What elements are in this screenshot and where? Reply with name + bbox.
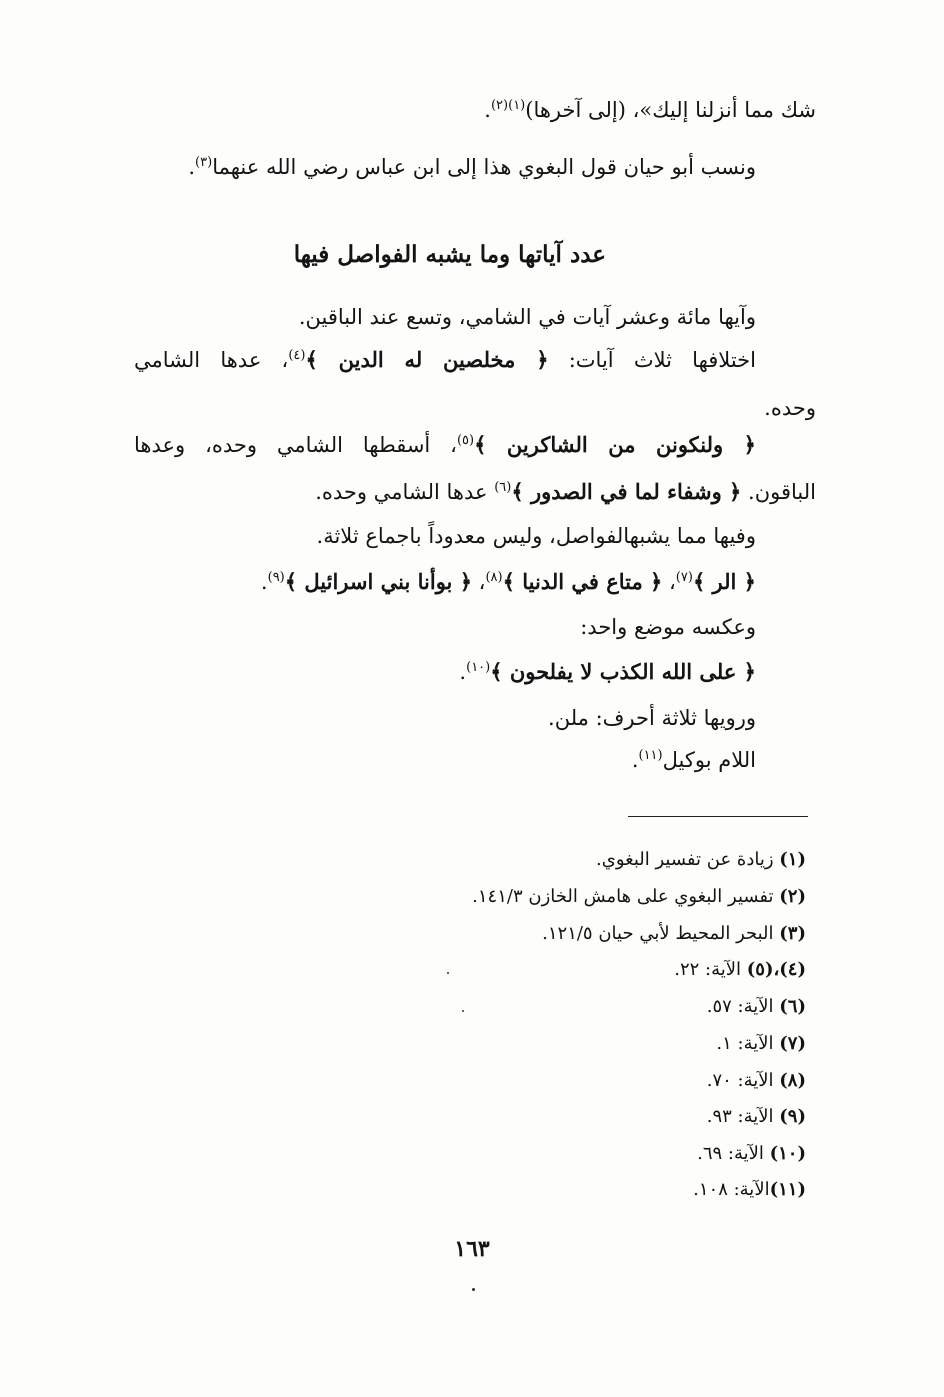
print-speck xyxy=(447,972,449,974)
line-end: . xyxy=(631,748,639,772)
line-end: . xyxy=(459,660,467,684)
footnote-number: (٦) xyxy=(779,996,806,1017)
footnote xyxy=(596,847,806,873)
line-text: ، عدها الشامي xyxy=(134,348,289,372)
footnote-ref: (٨) xyxy=(485,570,503,585)
footnote xyxy=(697,1141,806,1167)
footnote-number: (١١) xyxy=(769,1179,806,1200)
footnote-ref: (٥) xyxy=(456,433,475,448)
quran-quote: ﴿ الر ﴾ xyxy=(692,569,756,594)
text-line: وعكسه موضع واحد: xyxy=(580,615,756,639)
line-text: اللام بوكيل xyxy=(662,748,756,772)
footnote-text: البحر المحيط لأبي حيان ١٢١/٥. xyxy=(542,923,780,944)
text-line: وحده. xyxy=(764,396,816,420)
footnote-ref: (١١) xyxy=(638,748,663,763)
footnote-ref: (٤) xyxy=(288,348,306,363)
separator: ، xyxy=(662,570,676,594)
text-line xyxy=(188,152,756,182)
line-text: شك مما أنزلنا إليك»، (إلى آخرها) xyxy=(525,98,816,122)
footnote-text: الآية: ٢٢. xyxy=(674,959,747,980)
text-line xyxy=(484,95,816,125)
quran-quote: ﴿ على الله الكذب لا يفلحون ﴾ xyxy=(490,659,756,684)
text-line: وفيها مما يشبهالفواصل، وليس معدوداً باجماع ثلاثة. xyxy=(316,524,756,548)
quran-quote: ﴿ مخلصين له الدين ﴾ xyxy=(305,347,549,372)
text-line xyxy=(134,345,756,375)
line-text: ونسب أبو حيان قول البغوي هذا إلى ابن عباس رضي الله عنهما xyxy=(212,155,756,179)
text-line xyxy=(632,745,756,775)
quran-quote: ﴿ ولنكونن من الشاكرين ﴾ xyxy=(474,432,756,457)
footnote-ref: (٧) xyxy=(675,570,693,585)
footnote-text: تفسير البغوي على هامش الخازن ١٤١/٣. xyxy=(472,886,780,907)
quran-quote: ﴿ بوأنا بني اسرائيل ﴾ xyxy=(284,569,472,594)
print-speck xyxy=(462,1010,464,1012)
footnote-number: (١) xyxy=(779,849,806,870)
line-end: . xyxy=(484,98,491,122)
text-line: وآيها مائة وعشر آيات في الشامي، وتسع عند الباقين. xyxy=(298,305,756,329)
footnote-text: الآية: ٧٠. xyxy=(706,1070,780,1091)
line-end: . xyxy=(188,155,196,179)
separator: ، xyxy=(472,570,486,594)
text-line xyxy=(315,477,816,507)
footnote-number: (١٠) xyxy=(769,1143,806,1164)
text-line xyxy=(261,567,756,597)
quran-quote: ﴿ وشفاء لما في الصدور ﴾ xyxy=(511,479,742,504)
footnote xyxy=(716,1031,806,1057)
line-text: ، أسقطها الشامي وحده، وعدها xyxy=(134,433,457,457)
footnote xyxy=(693,1177,806,1203)
footnote-text: الآية: ١. xyxy=(716,1033,780,1054)
footnote xyxy=(707,1068,806,1094)
footnote-text: الآية: ٥٧. xyxy=(706,996,780,1017)
footnote xyxy=(707,1104,806,1130)
text-line: ورويها ثلاثة أحرف: ملن. xyxy=(548,706,756,730)
footnote-text: زيادة عن تفسير البغوي. xyxy=(596,849,780,870)
footnote-number: (٨) xyxy=(779,1070,806,1091)
footnote-ref: (١٠) xyxy=(466,660,491,675)
footnote xyxy=(674,957,806,983)
footnote-number: (٩) xyxy=(779,1106,806,1127)
text-line xyxy=(134,430,756,460)
line-end: . xyxy=(260,570,268,594)
quran-quote: ﴿ متاع في الدنيا ﴾ xyxy=(502,569,663,594)
footnote-number: (٢) xyxy=(779,886,806,907)
footnote-number: (٤)،(٥) xyxy=(746,959,806,980)
footnote-ref: (٩) xyxy=(267,570,285,585)
footnote-separator xyxy=(628,816,808,817)
line-text: عدها الشامي وحده. xyxy=(315,480,495,504)
footnote xyxy=(707,994,806,1020)
line-text: اختلافها ثلاث آيات: xyxy=(548,348,756,372)
page-number: ١٦٣ xyxy=(454,1236,490,1262)
footnote-ref: (٣) xyxy=(195,155,213,170)
line-text: الباقون. xyxy=(741,480,816,504)
print-speck xyxy=(472,1288,475,1291)
footnote-ref: (٦) xyxy=(494,480,512,495)
footnote-number: (٧) xyxy=(779,1033,806,1054)
footnote xyxy=(542,921,806,947)
footnote xyxy=(472,884,806,910)
footnote-text: الآية: ٩٣. xyxy=(706,1106,780,1127)
footnote-text: الآية: ١٠٨. xyxy=(693,1179,770,1200)
footnote-number: (٣) xyxy=(779,923,806,944)
section-heading: عدد آياتها وما يشبه الفواصل فيها xyxy=(293,241,606,268)
text-line xyxy=(459,657,756,687)
footnote-text: الآية: ٦٩. xyxy=(697,1143,770,1164)
footnote-ref: (١)(٢) xyxy=(490,98,526,113)
